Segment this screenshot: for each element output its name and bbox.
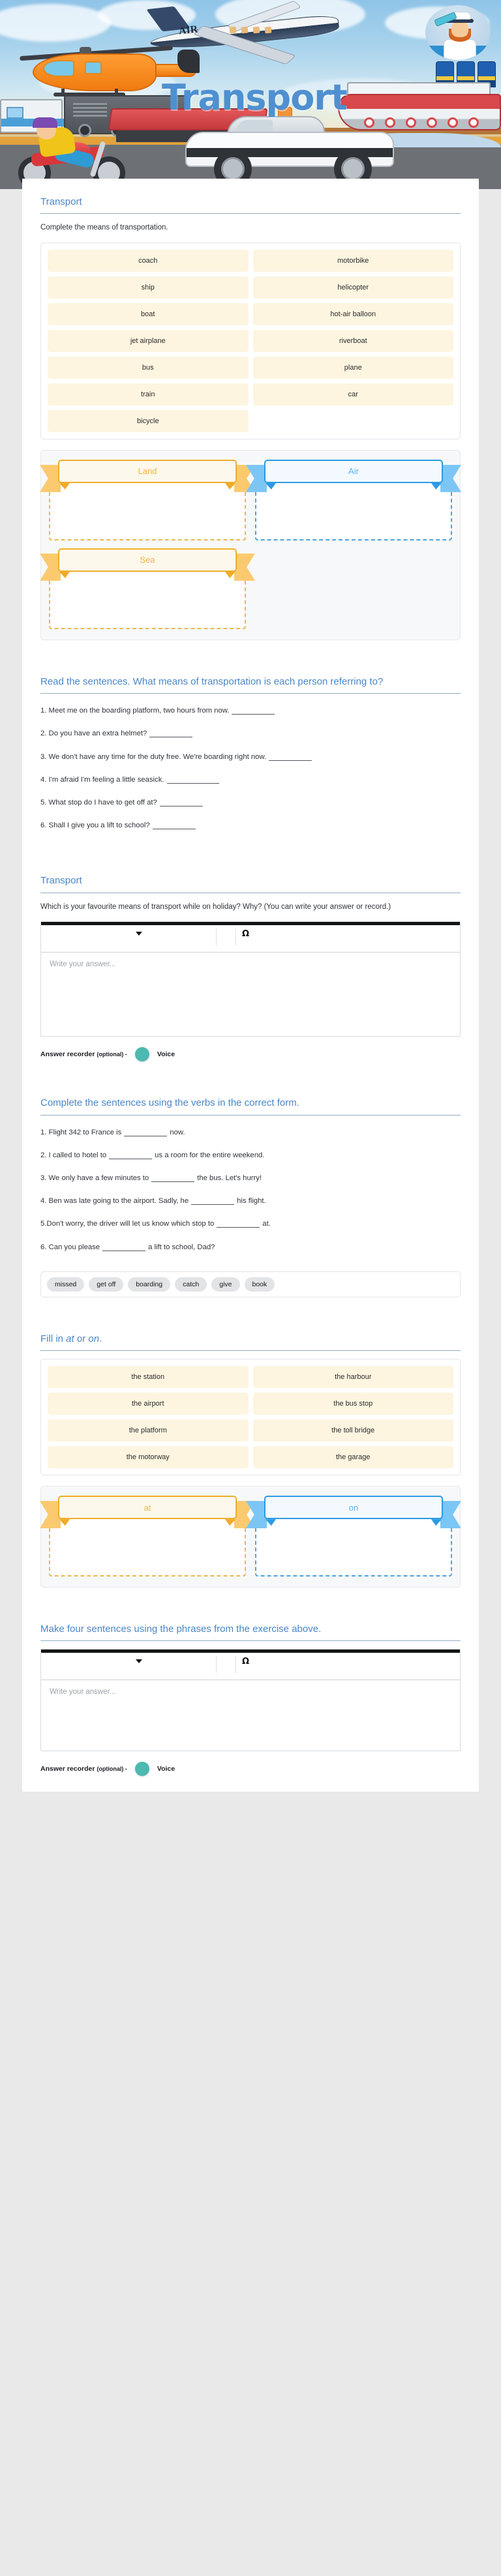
word-card[interactable]: plane bbox=[253, 357, 454, 379]
answer-blank[interactable] bbox=[167, 775, 219, 784]
toolbar-separator bbox=[216, 928, 217, 945]
toolbar-separator bbox=[216, 1656, 217, 1673]
exercise-read-sentences bbox=[40, 659, 461, 835]
zone-label: at bbox=[58, 1496, 237, 1519]
title-part: Fill in bbox=[40, 1333, 67, 1344]
divider bbox=[40, 1350, 461, 1351]
sentence-text: 3. We don't have any time for the duty free. We're boarding right now. bbox=[40, 752, 267, 761]
recorder-label: Answer recorder bbox=[40, 1050, 95, 1059]
word-card[interactable]: the station bbox=[48, 1366, 249, 1388]
exercise-favourite-transport bbox=[40, 857, 461, 1061]
sentence-list bbox=[40, 702, 461, 835]
sentence-row bbox=[40, 1123, 461, 1142]
omega-special-character-icon[interactable]: Ω bbox=[242, 1657, 250, 1667]
sentence-row bbox=[40, 1238, 461, 1256]
answer-textarea[interactable]: Write your answer... bbox=[50, 1688, 116, 1696]
sentence-text: 2. Do you have an extra helmet? bbox=[40, 730, 147, 738]
exercise-title: Make four sentences using the phrases from the exercise above. bbox=[40, 1623, 322, 1635]
word-card[interactable]: helicopter bbox=[253, 276, 454, 299]
word-card-panel bbox=[40, 243, 461, 439]
recorder-voice-label: Voice bbox=[157, 1050, 175, 1059]
answer-blank[interactable] bbox=[217, 1219, 260, 1228]
exercise-transport-vocab bbox=[40, 179, 461, 640]
exercise-title: Transport bbox=[40, 875, 82, 887]
exercise-instruction: Which is your favourite means of transport while on holiday? Why? (You can write your answer or record.) bbox=[40, 902, 391, 911]
word-card[interactable]: the motorway bbox=[48, 1446, 249, 1468]
sentence-pre: 3. We only have a few minutes to bbox=[40, 1174, 149, 1182]
toolbar-separator bbox=[235, 1656, 236, 1673]
exercise-make-four-sentences bbox=[40, 1606, 461, 1776]
captain-avatar bbox=[425, 5, 491, 60]
word-card[interactable]: the platform bbox=[48, 1419, 249, 1442]
divider bbox=[40, 213, 461, 214]
sentence-row bbox=[40, 748, 461, 766]
sentence-row bbox=[40, 702, 461, 720]
sentence-pre: 2. I called to hotel to bbox=[40, 1151, 107, 1159]
ribbon-banner bbox=[264, 1496, 443, 1524]
word-card[interactable]: bus bbox=[48, 357, 249, 379]
editor-toolbar bbox=[41, 1653, 460, 1680]
chevron-down-icon[interactable] bbox=[136, 1659, 142, 1663]
title-emphasis: at bbox=[66, 1333, 74, 1344]
sentence-row bbox=[40, 1146, 461, 1164]
zone-label: on bbox=[264, 1496, 443, 1519]
answer-textarea[interactable]: Write your answer... bbox=[50, 960, 116, 969]
exercise-verbs-correct-form bbox=[40, 1080, 461, 1297]
hero-title: Transport bbox=[162, 77, 347, 118]
ribbon-banner bbox=[58, 460, 237, 488]
drop-zone-at[interactable] bbox=[49, 1496, 246, 1577]
title-emphasis: on bbox=[88, 1333, 100, 1344]
rich-text-editor bbox=[40, 1649, 461, 1751]
recorder-optional-label: (optional) - bbox=[97, 1051, 127, 1058]
divider bbox=[40, 1115, 461, 1116]
sentence-post: now. bbox=[170, 1128, 185, 1136]
word-card[interactable]: the garage bbox=[253, 1446, 454, 1468]
drop-zone-on[interactable] bbox=[255, 1496, 452, 1577]
answer-blank[interactable] bbox=[160, 798, 203, 807]
recorder-optional-label: (optional) - bbox=[97, 1766, 127, 1773]
sentence-text: 4. I'm afraid I'm feeling a little seasick. bbox=[40, 775, 164, 784]
title-part: . bbox=[99, 1333, 102, 1344]
word-card[interactable]: ship bbox=[48, 276, 249, 299]
sentence-text: 5. What stop do I have to get off at? bbox=[40, 798, 157, 807]
exercise-title: Complete the sentences using the verbs in the correct form. bbox=[40, 1097, 299, 1109]
word-chip[interactable]: missed bbox=[47, 1277, 84, 1292]
omega-special-character-icon[interactable]: Ω bbox=[242, 929, 250, 940]
phrase-card-panel bbox=[40, 1359, 461, 1475]
word-bank-panel bbox=[40, 1271, 461, 1297]
zone-label: Air bbox=[264, 460, 443, 483]
word-card[interactable]: bicycle bbox=[48, 410, 249, 432]
preposition-zones-panel bbox=[40, 1486, 461, 1588]
answer-blank[interactable] bbox=[102, 1243, 145, 1251]
toolbar-separator bbox=[235, 928, 236, 945]
sentence-row bbox=[40, 1192, 461, 1210]
ribbon-banner bbox=[264, 460, 443, 488]
sentence-post: at. bbox=[262, 1220, 271, 1228]
sentence-post: us a room for the entire weekend. bbox=[155, 1151, 265, 1159]
word-card[interactable]: boat bbox=[48, 303, 249, 325]
sentence-row bbox=[40, 816, 461, 835]
answer-recorder-row bbox=[40, 1762, 461, 1776]
chevron-down-icon[interactable] bbox=[136, 932, 142, 936]
title-part: or bbox=[74, 1333, 89, 1344]
answer-blank[interactable] bbox=[191, 1196, 234, 1205]
exercise-title bbox=[40, 1333, 461, 1350]
exercise-fill-at-or-on bbox=[40, 1316, 461, 1588]
sentence-row bbox=[40, 724, 461, 743]
exercise-title: Transport bbox=[40, 196, 82, 207]
hero-banner bbox=[0, 0, 501, 189]
divider bbox=[40, 693, 461, 694]
word-card[interactable]: hot-air balloon bbox=[253, 303, 454, 325]
answer-blank[interactable] bbox=[153, 821, 196, 829]
word-card[interactable]: train bbox=[48, 383, 249, 406]
answer-blank[interactable] bbox=[269, 752, 312, 761]
sentence-pre: 4. Ben was late going to the airport. Sadly, he bbox=[40, 1197, 189, 1206]
rich-text-editor bbox=[40, 921, 461, 1037]
answer-blank[interactable] bbox=[124, 1128, 167, 1136]
sentence-pre: 5.Don't worry, the driver will let us know which stop to bbox=[40, 1220, 215, 1228]
zone-placeholder bbox=[255, 548, 452, 629]
word-card[interactable]: riverboat bbox=[253, 330, 454, 352]
answer-blank[interactable] bbox=[109, 1151, 152, 1159]
exercise-title: Read the sentences. What means of transportation is each person referring to? bbox=[40, 675, 384, 687]
word-card[interactable]: car bbox=[253, 383, 454, 406]
word-card[interactable]: the toll bridge bbox=[253, 1419, 454, 1442]
zone-label: Land bbox=[58, 460, 237, 483]
word-card[interactable]: the bus stop bbox=[253, 1393, 454, 1415]
ribbon-banner bbox=[58, 1496, 237, 1524]
worksheet-sheet bbox=[22, 179, 479, 1792]
word-chip[interactable]: catch bbox=[175, 1277, 207, 1292]
zone-label: Sea bbox=[58, 548, 237, 572]
drop-zone-land[interactable] bbox=[49, 460, 246, 540]
sentence-post: a lift to school, Dad? bbox=[148, 1243, 215, 1251]
sentence-text: 1. Meet me on the boarding platform, two hours from now. bbox=[40, 707, 230, 715]
cloud-icon bbox=[0, 4, 111, 42]
answer-blank[interactable] bbox=[151, 1174, 194, 1182]
word-chip[interactable]: book bbox=[245, 1277, 275, 1292]
police-car-illustration bbox=[185, 116, 394, 188]
recorder-label: Answer recorder bbox=[40, 1765, 95, 1773]
sentence-list bbox=[40, 1123, 461, 1256]
exercise-instruction: Complete the means of transportation. bbox=[40, 224, 168, 232]
word-card-empty bbox=[253, 410, 454, 432]
sentence-row bbox=[40, 771, 461, 789]
answer-recorder-row bbox=[40, 1047, 461, 1061]
answer-blank[interactable] bbox=[149, 729, 192, 737]
divider bbox=[40, 1640, 461, 1641]
sentence-text: 6. Shall I give you a lift to school? bbox=[40, 822, 150, 830]
word-card[interactable]: the harbour bbox=[253, 1366, 454, 1388]
answer-blank[interactable] bbox=[232, 706, 275, 715]
record-button[interactable] bbox=[135, 1762, 149, 1776]
sentence-pre: 6. Can you please bbox=[40, 1243, 100, 1251]
recorder-voice-label: Voice bbox=[157, 1765, 175, 1773]
editor-toolbar bbox=[41, 925, 460, 953]
category-zones-panel bbox=[40, 450, 461, 640]
plane-air-label: AIR bbox=[178, 23, 199, 37]
sentence-pre: 1. Flight 342 to France is bbox=[40, 1128, 122, 1136]
word-card[interactable]: motorbike bbox=[253, 250, 454, 272]
drop-zone-air[interactable] bbox=[255, 460, 452, 540]
word-card[interactable]: coach bbox=[48, 250, 249, 272]
record-button[interactable] bbox=[135, 1047, 149, 1061]
sentence-post: his flight. bbox=[237, 1197, 266, 1206]
word-card[interactable]: the airport bbox=[48, 1393, 249, 1415]
word-chip[interactable]: give bbox=[211, 1277, 239, 1292]
sentence-post: the bus. Let's hurry! bbox=[197, 1174, 262, 1182]
word-chip[interactable]: boarding bbox=[128, 1277, 170, 1292]
drop-zone-sea[interactable] bbox=[49, 548, 246, 629]
sentence-row bbox=[40, 1215, 461, 1233]
word-chip[interactable]: get off bbox=[89, 1277, 123, 1292]
word-card[interactable]: jet airplane bbox=[48, 330, 249, 352]
ribbon-banner bbox=[58, 548, 237, 577]
sentence-row bbox=[40, 793, 461, 812]
sentence-row bbox=[40, 1169, 461, 1187]
